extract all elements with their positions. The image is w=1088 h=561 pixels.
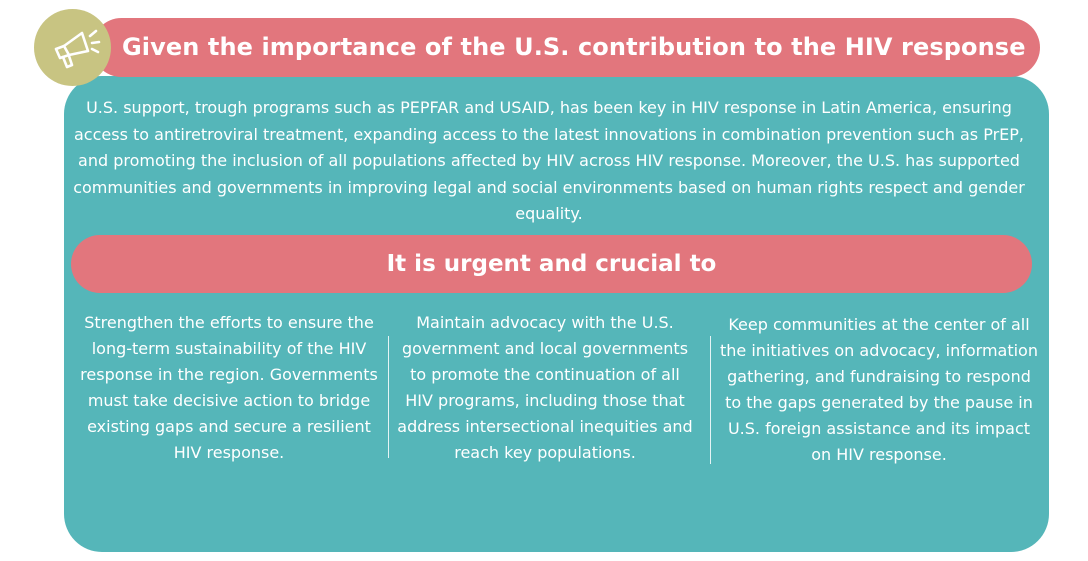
action-column-sustainability: Strengthen the efforts to ensure the long-term sustainability of the HIV response in the region. Governments must take decisive action to bridge existing gaps and secure a resilient HIV response. [80, 313, 378, 462]
action-column-advocacy: Maintain advocacy with the U.S. government and local governments to promote the continuation of all HIV programs, including those that address intersectional inequities and reach key populations. [397, 313, 693, 462]
intro-paragraph: U.S. support, trough programs such as PEPFAR and USAID, has been key in HIV response in Latin America, ensuring access to antiretroviral treatment, expanding access to the latest innovations in combination prevention such as PrEP, and promoting the inclusion of all populations affected by HIV across HIV response. Moreover, the U.S. has supported communities and governments in improving legal and social environments based on human rights respect and gender equality. [73, 98, 1025, 223]
column-divider [710, 336, 711, 464]
title-banner [92, 18, 1040, 77]
action-column-communities: Keep communities at the center of all the initiatives on advocacy, information gathering, and fundraising to respond to the gaps generated by the pause in U.S. foreign assistance and its impact on HIV response. [720, 315, 1038, 464]
subheader-title: It is urgent and crucial to [386, 251, 717, 277]
subheader-banner [71, 235, 1032, 293]
column-divider [388, 336, 389, 458]
page-title: Given the importance of the U.S. contribution to the HIV response [122, 33, 1026, 61]
megaphone-icon [34, 9, 111, 86]
